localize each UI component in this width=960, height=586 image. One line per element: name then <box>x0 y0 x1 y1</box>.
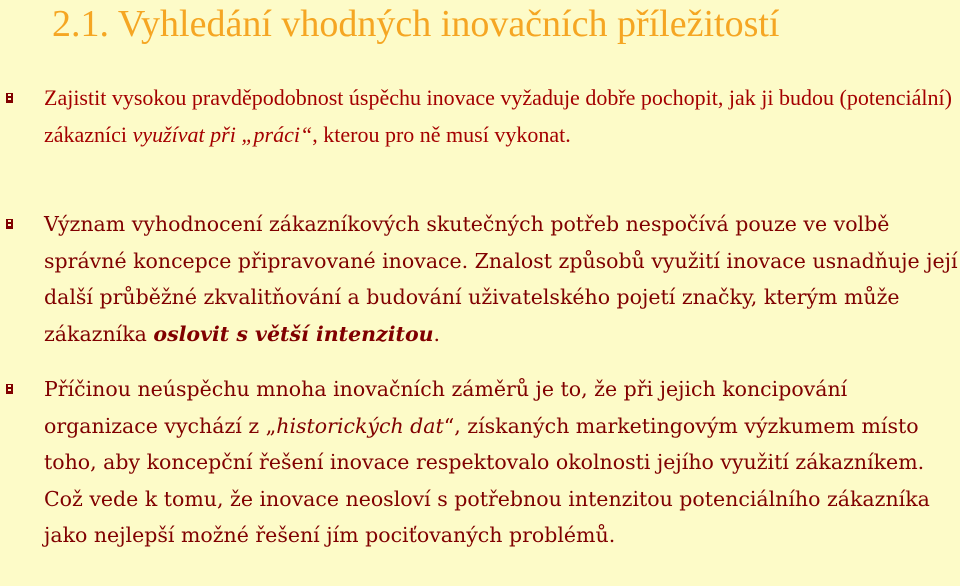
bullet-2-text-b: . <box>433 321 441 346</box>
bullet-1-text-a: Zajistit vysokou pravděpodobnost úspěchu inovace vyžaduje dobře pochopit, jak ji budou (potenciální) zákazníci <box>44 85 952 147</box>
square-bullet-icon <box>6 93 13 103</box>
bullet-1-text-b: , kterou pro ně musí vykonat. <box>312 121 571 147</box>
bullet-item-1 <box>44 80 958 153</box>
square-bullet-icon <box>6 219 13 229</box>
bullet-2-text-a: Význam vyhodnocení zákazníkových skutečných potřeb nespočívá pouze ve volbě správné koncepce připravované inovace. Znalost způsobů využití inovace usnadňuje její další průběžné zkvalitňování a budování uživatelského pojetí značky, kterým může zákazníka <box>44 212 958 346</box>
slide-title: 2.1. Vyhledání vhodných inovačních příležitostí <box>52 3 780 45</box>
bullet-1-text-italic: využívat při „práci“ <box>132 121 313 147</box>
bullet-item-2 <box>44 206 958 352</box>
bullet-3-text-b: “, získaných marketingovým výzkumem místo toho, aby koncepční řešení inovace respektovalo okolnosti jejího využití zákazníkem. Což vede k tomu, že inovace neosloví s potřebnou intenzitou potenciálního zákazníka jako nejlepší možné řešení jím pociťovaných problémů. <box>44 413 930 547</box>
bullet-3-text-italic: historických dat <box>276 413 444 438</box>
square-bullet-icon <box>6 384 13 394</box>
bullet-2-text-italic: oslovit s větší intenzitou <box>153 321 434 346</box>
bullet-item-3 <box>44 371 958 554</box>
bullet-3-text-a: Příčinou neúspěchu mnoha inovačních záměrů je to, že při jejich koncipování organizace vychází z „ <box>44 377 848 438</box>
